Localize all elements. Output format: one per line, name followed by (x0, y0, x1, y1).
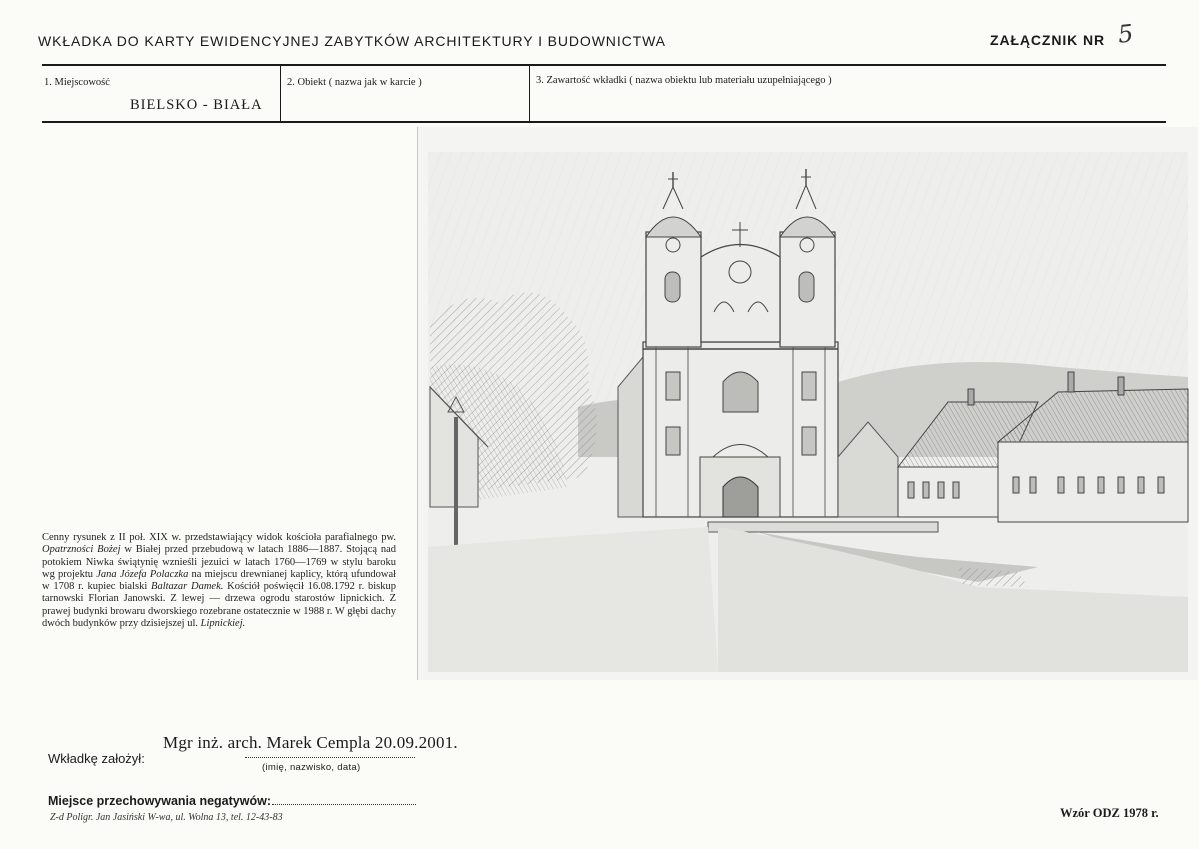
caption-italic-2: Jana Józefa Polaczka (96, 568, 189, 580)
bottom-rule (42, 121, 1166, 123)
storage-label: Miejsce przechowywania negatywów: (48, 794, 271, 808)
object-label: 2. Obiekt ( nazwa jak w karcie ) (287, 77, 422, 88)
drawing-caption: Cenny rysunek z II poł. XIX w. przedstawiający widok kościoła parafialnego pw. Opatrzności Bożej w Białej przed przebudową w latach 1886—1887. Stojącą nad potokiem Niwka świątynię wznieśli jezuici w latach 1760—1769 w stylu baroku wg projektu Jana Józefa Polaczka na miejscu drewnianej kaplicy, którą ufundował w 1708 r. kupiec bialski Baltazar Damek. Kościół poświęcił 16.08.1792 r. biskup tarnowski Florian Janowski. Z lewej — drzewa ogrodu starostów lipnickich. Z prawej budynki browaru dworskiego rozebrane ostatecznie w 1988 r. W głębi dachy dwóch budynków przy dzisiejszej ul. Lipnickiej. (42, 532, 397, 630)
founder-label: Wkładkę założył: (48, 751, 145, 766)
founder-hint: (imię, nazwisko, data) (262, 762, 361, 773)
locality-value: BIELSKO - BIAŁA (130, 97, 263, 113)
printer-imprint: Z-d Poligr. Jan Jasiński W-wa, ul. Wolna 13, tel. 12-43-83 (50, 812, 283, 823)
caption-italic-4: Lipnickiej. (200, 618, 246, 630)
founder-dotted-line (245, 757, 415, 758)
locality-label: 1. Miejscowość (44, 77, 110, 88)
church-drawing (417, 127, 1198, 680)
content-label: 3. Zawartość wkładki ( nazwa obiektu lub materiału uzupełniającego ) (536, 75, 832, 86)
top-rule (42, 64, 1166, 66)
church-sketch (418, 127, 1198, 680)
storage-dotted-line (272, 804, 416, 805)
divider-1 (280, 66, 281, 122)
form-title: WKŁADKA DO KARTY EWIDENCYJNEJ ZABYTKÓW ARCHITEKTURY I BUDOWNICTWA (38, 33, 666, 49)
attachment-number: 5 (1116, 19, 1135, 49)
caption-italic-1: Opatrzności Bożej (42, 544, 121, 556)
founder-value: Mgr inż. arch. Marek Cempla 20.09.2001. (163, 733, 458, 752)
caption-italic-3: Baltazar Damek. (151, 581, 224, 593)
form-model: Wzór ODZ 1978 r. (1060, 806, 1159, 820)
attachment-label: ZAŁĄCZNIK NR (990, 32, 1106, 48)
divider-2 (529, 66, 530, 122)
